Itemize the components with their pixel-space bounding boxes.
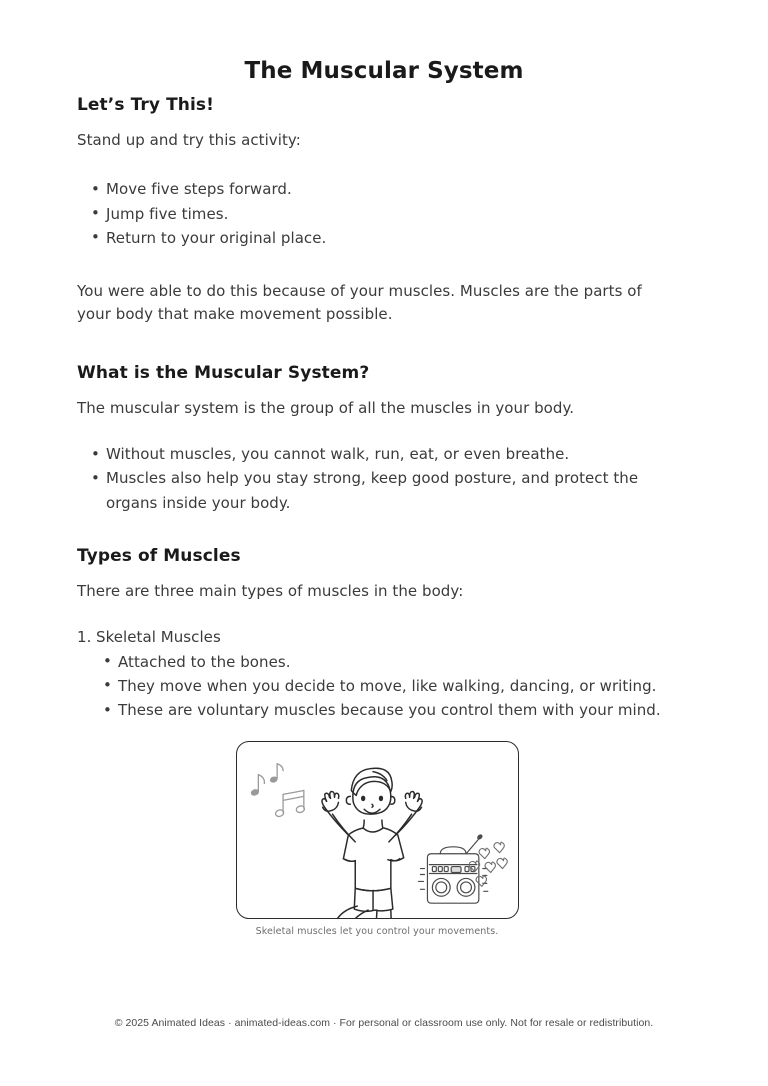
section-closing-lets-try-this: You were able to do this because of your muscles. Muscles are the parts of your body that make movement possible. <box>77 282 642 324</box>
figure-caption: Skeletal muscles let you control your movements. <box>255 925 499 937</box>
muscular-system-facts-list <box>77 442 677 515</box>
skeletal-muscle-facts-list <box>96 650 677 723</box>
page-footer: © 2025 Animated Ideas · animated-ideas.com · For personal or classroom use only. Not for resale or redistribution. <box>114 1017 654 1029</box>
list-item: • These are voluntary muscles because you control them with your mind. <box>96 698 677 722</box>
list-item: • Jump five times. <box>77 202 677 226</box>
section-intro-lets-try-this: Stand up and try this activity: <box>77 131 301 150</box>
list-item: • Without muscles, you cannot walk, run, eat, or even breathe. <box>77 442 677 466</box>
list-item: • Attached to the bones. <box>96 650 677 674</box>
section-intro-types-of-muscles: There are three main types of muscles in the body: <box>77 582 464 601</box>
spacer <box>77 384 677 397</box>
document-content <box>77 94 677 937</box>
spacer <box>77 515 677 545</box>
list-marker: 1. <box>77 628 92 647</box>
page-title: The Muscular System <box>244 58 524 84</box>
section-heading-what-is-muscular-system: What is the Muscular System? <box>77 362 370 383</box>
section-heading-lets-try-this: Let’s Try This! <box>77 95 214 115</box>
spacer <box>77 420 677 442</box>
list-item: • They move when you decide to move, like walking, dancing, or writing. <box>96 674 677 698</box>
muscle-types-list <box>77 625 677 722</box>
list-item: • Return to your original place. <box>77 226 677 250</box>
list-item: • Muscles also help you stay strong, keep good posture, and protect the organs inside your body. <box>77 466 677 515</box>
spacer <box>77 327 677 362</box>
list-item-skeletal-muscles <box>77 625 677 722</box>
spacer <box>77 152 677 177</box>
activity-steps-list <box>77 177 677 250</box>
spacer <box>77 116 677 129</box>
spacer <box>77 567 677 580</box>
dancing-child-illustration <box>237 742 518 918</box>
music-notes-icon <box>249 763 304 817</box>
section-intro-what-is-muscular-system: The muscular system is the group of all the muscles in your body. <box>77 398 575 417</box>
spacer <box>77 603 677 625</box>
muscle-type-label: Skeletal Muscles <box>96 628 221 647</box>
spacer <box>77 250 677 280</box>
section-heading-types-of-muscles: Types of Muscles <box>77 545 241 566</box>
figure <box>77 741 677 937</box>
list-item: • Move five steps forward. <box>77 177 677 201</box>
illustration-box <box>236 741 519 919</box>
